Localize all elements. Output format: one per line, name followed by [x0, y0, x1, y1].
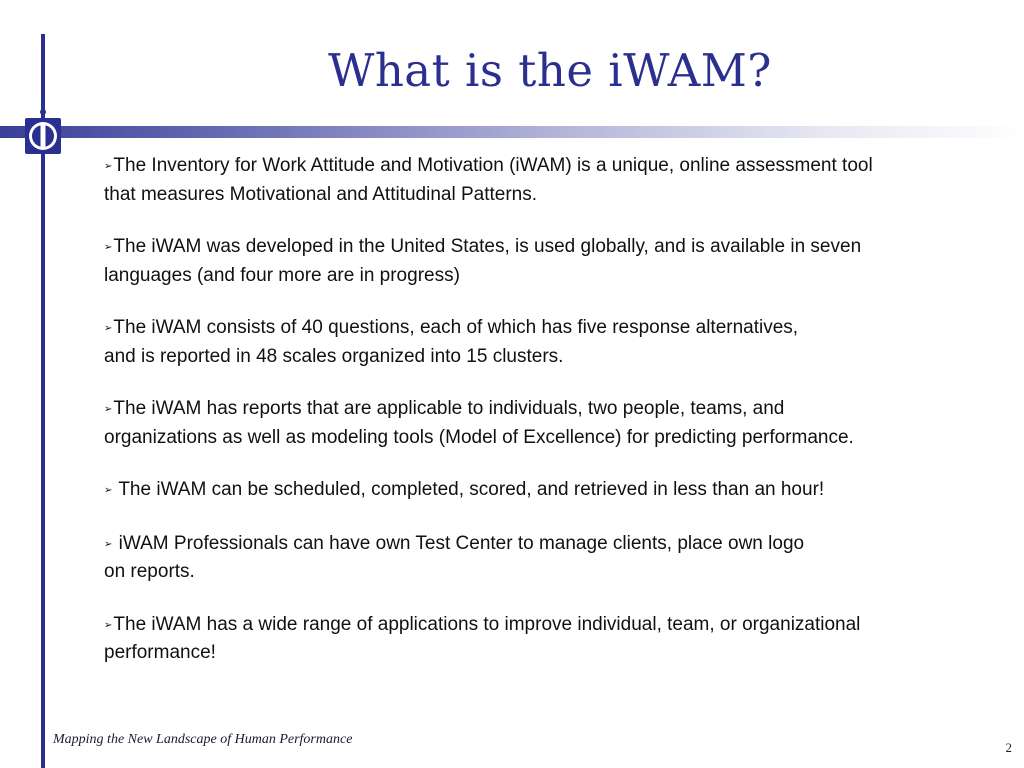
bullet-item	[104, 611, 994, 667]
arrowhead-bullet-icon: ➢	[104, 619, 113, 631]
bullet-text-line: languages (and four more are in progress)	[104, 264, 460, 286]
bullet-item	[104, 152, 994, 208]
bullet-text-line: and is reported in 48 scales organized into 15 clusters.	[104, 345, 564, 367]
bullet-item	[104, 530, 994, 586]
arrowhead-bullet-icon: ➢	[104, 161, 113, 172]
arrowhead-bullet-icon: ➢	[104, 242, 113, 253]
bullet-text-line: The iWAM has reports that are applicable to individuals, two people, teams, and	[113, 398, 785, 419]
bullet-text-line: The iWAM has a wide range of applications to improve individual, team, or organizational	[113, 613, 861, 635]
bullet-text-line: performance!	[104, 642, 216, 663]
arrowhead-bullet-icon: ➢	[104, 323, 113, 334]
bullet-text-line: that measures Motivational and Attitudinal Patterns.	[104, 183, 538, 205]
arrowhead-bullet-icon: ➢	[104, 485, 113, 496]
header-gradient-rule	[0, 126, 1024, 138]
bullet-text-line: iWAM Professionals can have own Test Center to manage clients, place own logo	[113, 532, 805, 554]
slide-title: What is the iWAM?	[328, 44, 772, 97]
bullet-item	[104, 395, 994, 451]
bullet-text-line: organizations as well as modeling tools (Model of Excellence) for predicting performance.	[104, 426, 854, 448]
bullet-text-line: on reports.	[104, 561, 195, 582]
bullet-item	[104, 476, 994, 505]
bullet-item	[104, 233, 994, 289]
arrowhead-bullet-icon: ➢	[104, 404, 113, 415]
bullet-text-line: The iWAM consists of 40 questions, each of which has five response alternatives,	[113, 317, 799, 338]
bullet-list	[104, 152, 994, 692]
page-number: 2	[1005, 740, 1012, 755]
bullet-item	[104, 314, 994, 370]
logo-icon	[25, 108, 61, 156]
footer-tagline: Mapping the New Landscape of Human Performance	[53, 732, 353, 747]
bullet-text-line: The Inventory for Work Attitude and Motivation (iWAM) is a unique, online assessment tool	[113, 155, 873, 176]
bullet-text-line: The iWAM was developed in the United States, is used globally, and is available in seven	[113, 236, 862, 257]
bullet-text-line: The iWAM can be scheduled, completed, scored, and retrieved in less than an hour!	[113, 479, 825, 500]
arrowhead-bullet-icon: ➢	[104, 538, 113, 550]
